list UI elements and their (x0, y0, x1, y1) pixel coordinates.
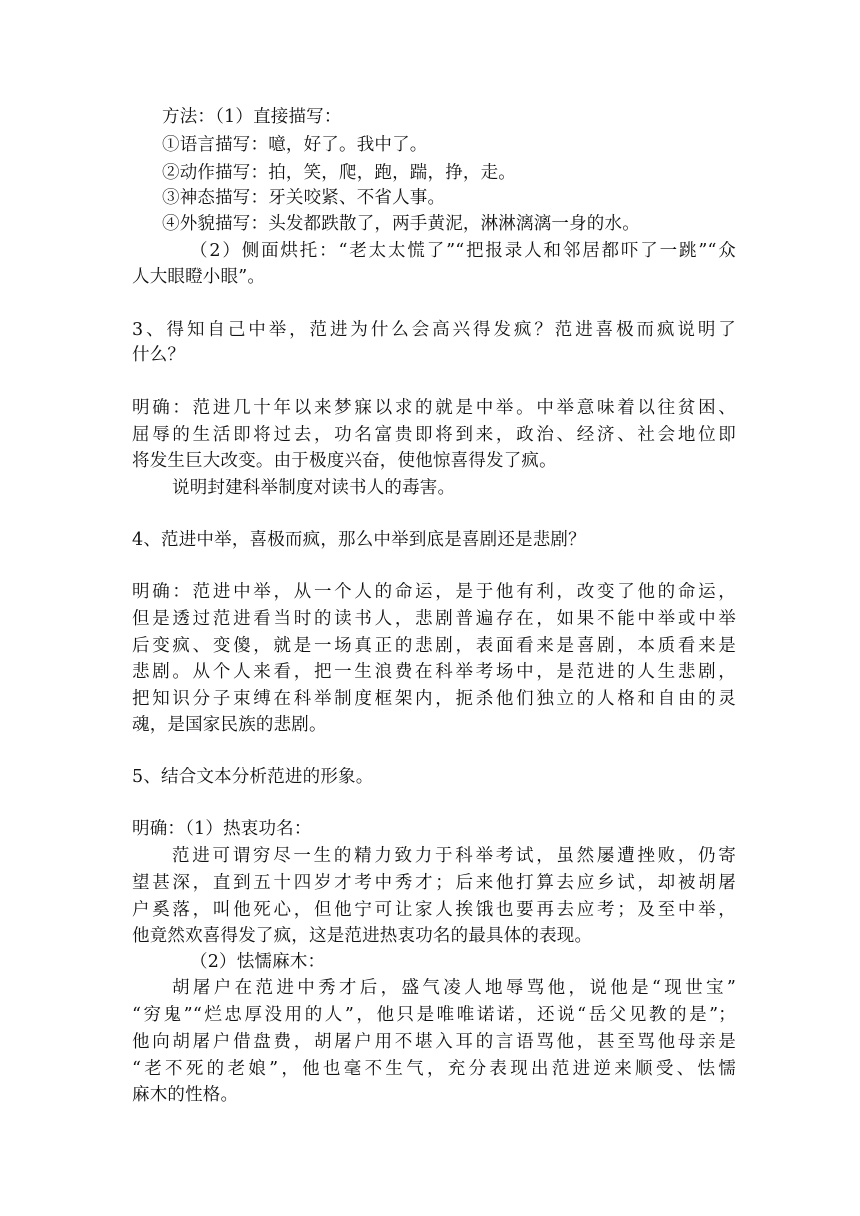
q4-answer-line-4: 悲剧。从个人来看，把一生浪费在科举考场中，是范进的人生悲剧， (132, 662, 736, 682)
q5-para1-line-4: 他竟然欢喜得发了疯，这是范进热衷功名的最具体的表现。 (132, 926, 593, 946)
q5-para2-line-3: 他向胡屠户借盘费，胡屠户用不堪入耳的言语骂他，甚至骂他母亲是 (132, 1032, 736, 1052)
q5-para2-line-5: 麻木的性格。 (132, 1085, 239, 1105)
q3-answer-extra: 说明封建科举制度对读书人的毒害。 (172, 478, 456, 498)
method-item-action: ②动作描写：拍，笑，爬，跑，踹，挣，走。 (162, 163, 516, 183)
q5-answer-heading: 明确：（1）热衷功名： (132, 819, 312, 839)
q4-answer-line-2: 但是透过范进看当时的读书人，悲剧普遍存在，如果不能中举或中举 (132, 609, 736, 629)
q5-question: 5、结合文本分析范进的形象。 (132, 767, 374, 787)
q3-question-line-1: 3、得知自己中举，范进为什么会高兴得发疯？范进喜极而疯说明了 (132, 320, 736, 340)
q3-answer-line-3: 将发生巨大改变。由于极度兴奋，使他惊喜得发了疯。 (132, 451, 557, 471)
method-side-line-1: （2）侧面烘托：“老太太慌了”“把报录人和邻居都吓了一跳”“众 (190, 241, 736, 261)
q3-answer-line-2: 屈辱的生活即将过去，功名富贵即将到来，政治、经济、社会地位即 (132, 425, 736, 445)
q3-answer-line-1: 明确：范进几十年以来梦寐以求的就是中举。中举意味着以往贫困、 (132, 398, 736, 418)
q5-para1-line-2: 望甚深，直到五十四岁才考中秀才；后来他打算去应乡试，却被胡屠 (132, 873, 736, 893)
q5-para2-line-4: “老不死的老娘”，他也毫不生气，充分表现出范进逆来顺受、怯懦 (132, 1059, 736, 1079)
q5-para1-line-3: 户奚落，叫他死心，但他宁可让家人挨饿也要再去应考；及至中举， (132, 900, 736, 920)
method-side-line-2: 人大眼瞪小眼”。 (132, 267, 266, 287)
method-item-expression: ③神态描写：牙关咬紧、不省人事。 (162, 188, 446, 208)
q5-para2-line-1: 胡屠户在范进中秀才后，盛气凌人地辱骂他，说他是“现世宝” (172, 978, 736, 998)
q4-answer-line-1: 明确：范进中举，从一个人的命运，是于他有利，改变了他的命运， (132, 582, 736, 602)
q5-para2-line-2: “穷鬼”“烂忠厚没用的人”，他只是唯唯诺诺，还说“岳父见教的是”； (132, 1005, 736, 1025)
q4-answer-line-5: 把知识分子束缚在科举制度框架内，扼杀他们独立的人格和自由的灵 (132, 689, 736, 709)
q5-para1-line-1: 范进可谓穷尽一生的精力致力于科举考试，虽然屡遭挫败，仍寄 (172, 846, 736, 866)
q3-question-line-2: 什么？ (132, 345, 186, 365)
q5-sub2-heading: （2）怯懦麻木： (190, 952, 326, 972)
q4-answer-line-3: 后变疯、变傻，就是一场真正的悲剧，表面看来是喜剧，本质看来是 (132, 636, 736, 656)
method-item-speech: ①语言描写：噫，好了。我中了。 (162, 135, 428, 155)
q4-question: 4、范进中举，喜极而疯，那么中举到底是喜剧还是悲剧？ (132, 530, 586, 550)
method-item-appearance: ④外貌描写：头发都跌散了，两手黄泥，淋淋漓漓一身的水。 (162, 214, 640, 234)
q4-answer-line-6: 魂，是国家民族的悲剧。 (132, 715, 327, 735)
method-heading: 方法：（1）直接描写： (162, 107, 342, 127)
